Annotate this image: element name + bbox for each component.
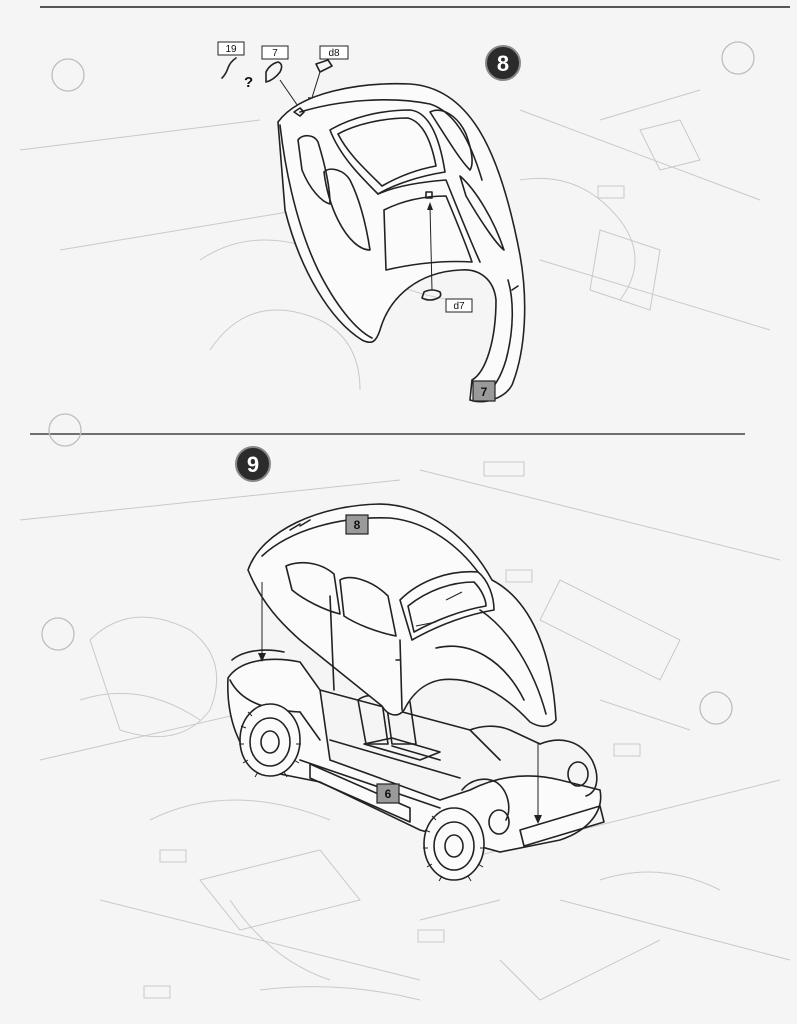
callout-19-label: 19 — [225, 44, 237, 55]
car-body-shell — [278, 84, 525, 402]
subassembly-7-badge — [473, 381, 495, 401]
callout-d8-label: d8 — [328, 48, 340, 59]
part-d8 — [316, 60, 332, 72]
rear-wheel — [239, 704, 301, 777]
question-mark: ? — [244, 74, 254, 91]
subassembly-8-badge — [346, 515, 368, 534]
callout-7 — [262, 46, 302, 112]
callout-d7-label: d7 — [453, 301, 465, 312]
step-9 — [228, 447, 604, 881]
subassembly-7-label: 7 — [480, 385, 488, 399]
subassembly-6-badge — [377, 784, 399, 803]
part-19-hook — [222, 58, 236, 78]
step-8-number: 8 — [496, 51, 510, 76]
step-8 — [218, 42, 525, 402]
step-8-badge — [486, 46, 520, 80]
front-wheel — [423, 808, 485, 881]
callout-19 — [218, 42, 244, 78]
step-9-number: 9 — [246, 452, 260, 477]
subassembly-8-label: 8 — [353, 518, 361, 532]
step-9-badge — [236, 447, 270, 481]
callout-7-label: 7 — [272, 48, 278, 59]
subassembly-6-label: 6 — [384, 787, 392, 801]
part-7-mirror — [266, 62, 282, 82]
